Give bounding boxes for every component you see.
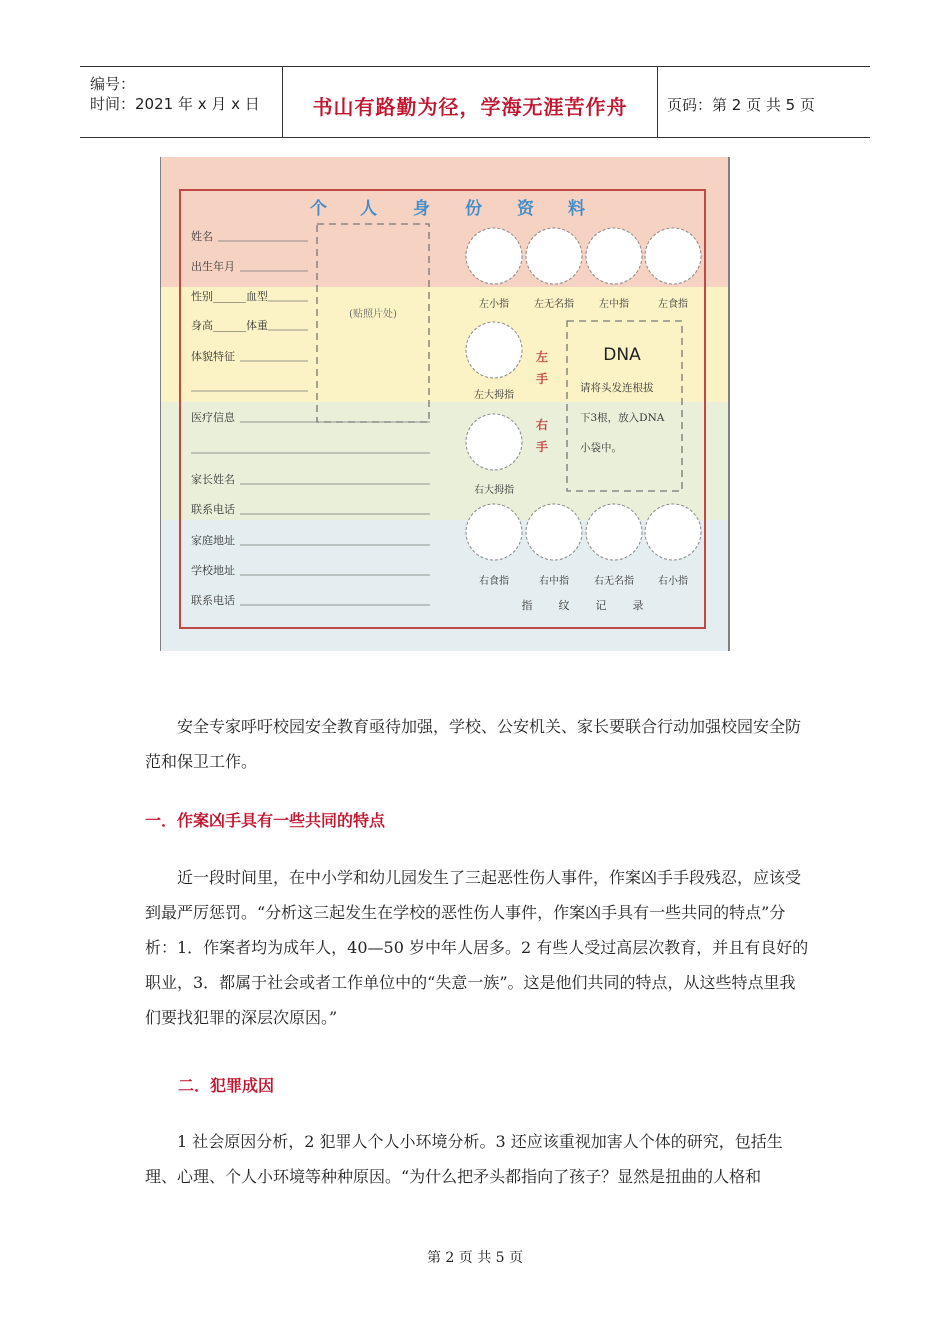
fingerprint-circle: [466, 322, 522, 378]
page-info: 页码：第 2 页 共 5 页: [667, 96, 815, 114]
field-label: 体貌特征: [191, 350, 235, 363]
section-heading-1: 一．作案凶手具有一些共同的特点: [145, 811, 386, 830]
time-label: 时间：2021 年 x 月 x 日: [90, 95, 260, 113]
title-char: 份: [465, 199, 482, 219]
header-page-cell: [657, 67, 870, 137]
title-char: 料: [568, 199, 585, 219]
right-hand-char: 手: [535, 440, 549, 454]
fingerprint-circle: [466, 504, 522, 560]
field-label: 联系电话: [191, 503, 235, 516]
field-label: 联系电话: [191, 594, 235, 607]
finger-label: 右中指: [539, 576, 569, 587]
field-label: 性别______血型: [191, 290, 268, 303]
finger-label: 右无名指: [594, 576, 634, 587]
paragraph-1: 近一段时间里，在中小学和幼儿园发生了三起恶性伤人事件，作案凶手手段残忍，应该受到最严厉惩罚。“分析这三起发生在学校的恶性伤人事件，作案凶手具有一些共同的特点”分析：1．作案者均为成年人，40—50 岁中年人居多。2 有些人受过高层次教育，并且有良好的职业，3．都属于社会或者工作单位中的“失意一族”。这是他们共同的特点，从这些特点里我们要找犯罪的深层次原因。”: [145, 868, 809, 1027]
fingerprint-circle: [466, 414, 522, 470]
field-label: 姓名: [191, 230, 213, 243]
finger-label: 左无名指: [534, 299, 574, 310]
dna-line: 小袋中。: [580, 442, 622, 454]
field-label: 出生年月: [191, 260, 235, 273]
finger-label: 左中指: [599, 299, 629, 310]
dna-line: 请将头发连根拔: [580, 382, 654, 394]
fingerprint-circle: [586, 504, 642, 560]
finger-label: 左食指: [658, 299, 688, 310]
band-red: [161, 157, 728, 287]
dna-line: 下3根，放入DNA: [580, 412, 665, 424]
fingerprint-circle: [526, 228, 582, 284]
title-char: 个: [310, 199, 327, 219]
band-blue: [161, 520, 728, 651]
number-label: 编号：: [90, 75, 136, 93]
field-label: 家庭地址: [191, 534, 235, 547]
fingerprint-circle: [586, 228, 642, 284]
field-label: 学校地址: [191, 564, 235, 577]
fingerprint-circle: [466, 228, 522, 284]
field-label: 身高______体重: [191, 319, 268, 332]
caption-char: 录: [632, 599, 644, 612]
finger-label: 左小指: [479, 299, 509, 310]
header-slogan-cell: [282, 67, 658, 137]
left-hand-char: 左: [535, 350, 549, 364]
photo-placeholder: (贴照片处): [349, 309, 397, 320]
identity-card-figure: [160, 157, 730, 651]
field-label: 医疗信息: [191, 411, 235, 424]
caption-char: 纹: [558, 599, 570, 612]
right-hand-char: 右: [535, 418, 549, 432]
caption-char: 指: [521, 599, 533, 612]
section-heading-2: 二．犯罪成因: [178, 1076, 275, 1095]
finger-label: 右大拇指: [474, 485, 514, 496]
page-header: [80, 66, 870, 138]
paragraph-2: 1 社会原因分析，2 犯罪人个人小环境分析。3 还应该重视加害人个体的研究，包括生理、心理、个人小环境等种种原因。“为什么把矛头都指向了孩子？显然是扭曲的人格和: [145, 1132, 783, 1186]
fingerprint-circle: [645, 504, 701, 560]
intro-paragraph: 安全专家呼吁校园安全教育亟待加强，学校、公安机关、家长要联合行动加强校园安全防范和保卫工作。: [145, 717, 802, 771]
fingerprint-circle: [526, 504, 582, 560]
caption-char: 记: [595, 599, 607, 612]
dna-title: DNA: [603, 345, 641, 365]
title-char: 身: [413, 199, 430, 219]
title-char: 人: [360, 199, 377, 219]
left-hand-char: 手: [535, 372, 549, 386]
finger-label: 右小指: [658, 576, 688, 587]
finger-label: 左大拇指: [474, 390, 514, 401]
identity-card-svg: [160, 157, 730, 651]
title-char: 资: [517, 199, 534, 219]
header-meta: [80, 67, 282, 137]
finger-label: 右食指: [479, 576, 509, 587]
slogan: 书山有路勤为径，学海无涯苦作舟: [312, 95, 628, 119]
fingerprint-circle: [645, 228, 701, 284]
page-footer: 第 2 页 共 5 页: [426, 1250, 524, 1266]
field-label: 家长姓名: [191, 473, 235, 486]
